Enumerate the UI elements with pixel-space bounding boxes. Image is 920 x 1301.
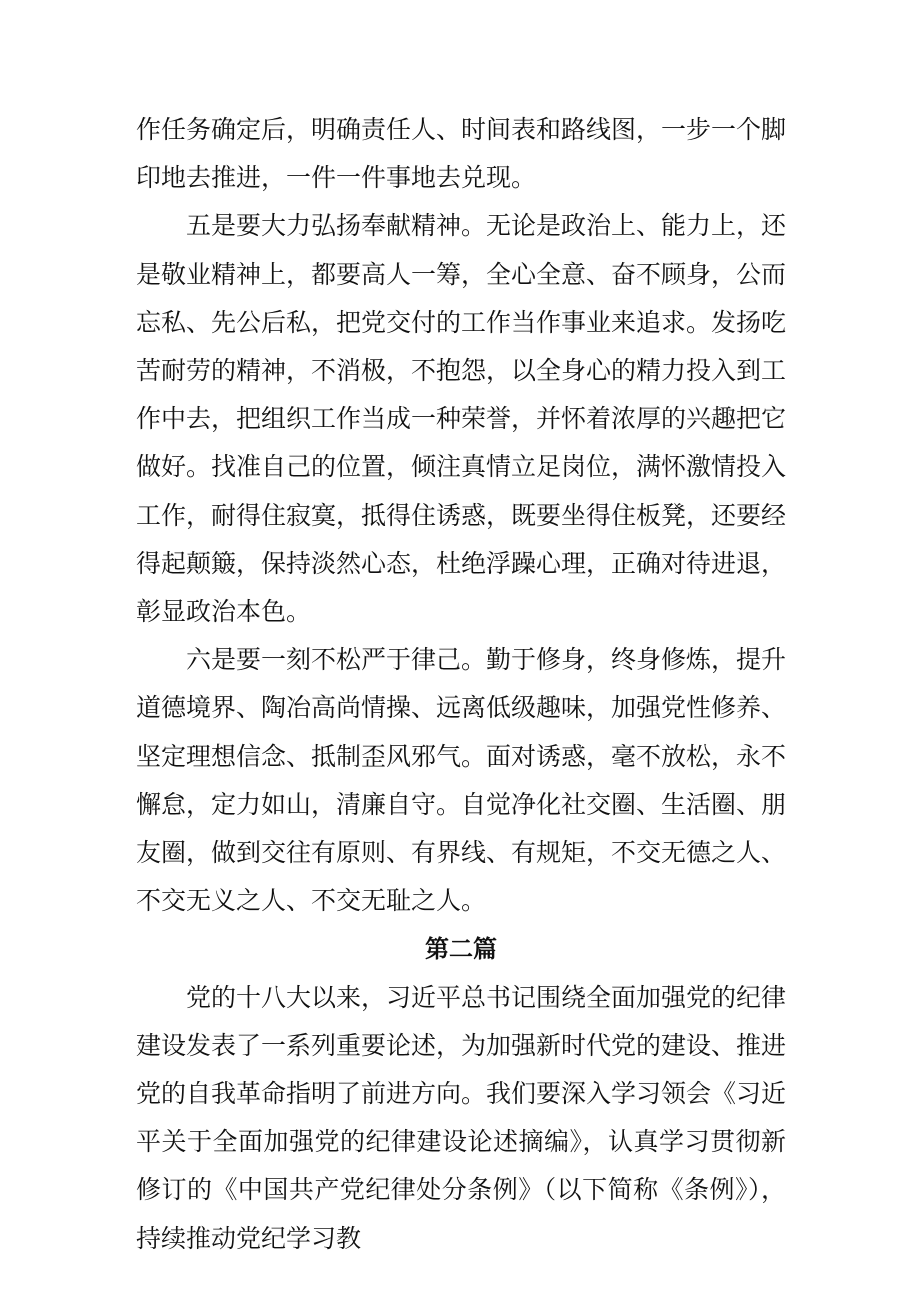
paragraph-second-part-intro: 党的十八大以来，习近平总书记围绕全面加强党的纪律建设发表了一系列重要论述，为加强新时代党的建设、推进党的自我革命指明了前进方向。我们要深入学习领会《习近平关于全面加强党的纪律建设论述摘编》，认真学习贯彻新修订的《中国共产党纪律处分条例》（以下简称《条例》），持续推动党纪学习教 (136, 982, 787, 1253)
paragraph-six-self-discipline: 六是要一刻不松严于律己。勤于修身，终身修炼，提升道德境界、陶冶高尚情操、远离低级趣味，加强党性修养、坚定理想信念、抵制歪风邪气。面对诱惑，毫不放松，永不懈怠，定力如山，清廉自守。自觉净化社交圈、生活圈、朋友圈，做到交往有原则、有界线、有规矩，不交无德之人、不交无义之人、不交无耻之人。 (136, 645, 787, 916)
paragraph-continuation: 作任务确定后，明确责任人、时间表和路线图，一步一个脚印地去推进，一件一件事地去兑现。 (136, 115, 787, 193)
document-body (136, 106, 786, 1263)
paragraph-five-dedication: 五是要大力弘扬奉献精神。无论是政治上、能力上，还是敬业精神上，都要高人一筹，全心全意、奋不顾身，公而忘私、先公后私，把党交付的工作当作事业来追求。发扬吃苦耐劳的精神，不消极，不抱怨，以全身心的精力投入到工作中去，把组织工作当成一种荣誉，并怀着浓厚的兴趣把它做好。找准自己的位置，倾注真情立足岗位，满怀激情投入工作，耐得住寂寞，抵得住诱惑，既要坐得住板凳，还要经得起颠簸，保持淡然心态，杜绝浮躁心理，正确对待进退，彰显政治本色。 (136, 211, 787, 627)
section-title: 第二篇 (425, 935, 497, 964)
